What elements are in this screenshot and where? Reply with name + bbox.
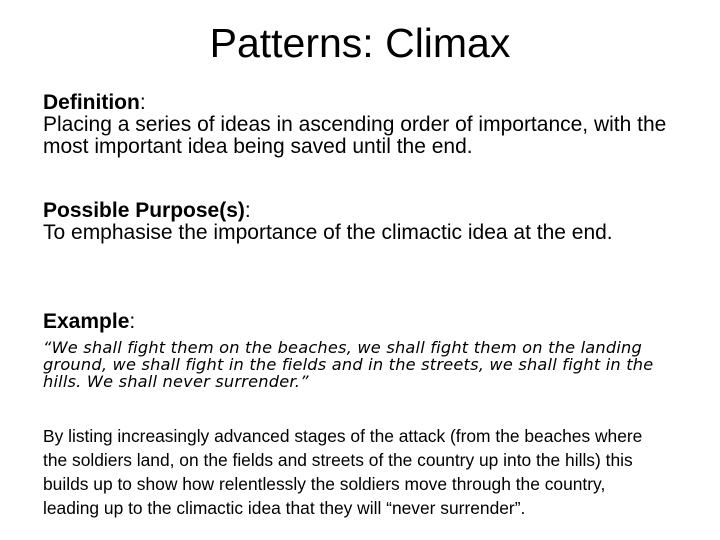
example-label: Example <box>43 310 130 333</box>
definition-text: Placing a series of ideas in ascending order of importance, with the most important idea being saved until the end. <box>43 113 667 158</box>
example-section <box>43 311 683 333</box>
slide-title: Patterns: Climax <box>209 20 511 66</box>
purpose-text: To emphasise the importance of the climactic idea at the end. <box>43 221 613 244</box>
purpose-section <box>43 200 683 244</box>
example-colon: : <box>129 310 136 333</box>
explanation-text: By listing increasingly advanced stages of the attack (from the beaches where the soldiers land, on the fields and streets of the country up into the hills) this builds up to show how relentlessly the soldiers move through the country, leading up to the climactic idea that they will “never surrender”. <box>43 426 643 518</box>
example-heading <box>43 311 683 333</box>
definition-section <box>43 92 683 158</box>
purpose-heading <box>43 200 683 222</box>
example-quote: “We shall fight them on the beaches, we shall fight them on the landing ground, we shall fight in the fields and in the streets, we shall fight in the hills. We shall never surrender.” <box>43 338 654 391</box>
definition-heading <box>43 92 683 114</box>
definition-colon: : <box>139 91 146 114</box>
purpose-colon: : <box>244 199 251 222</box>
definition-label: Definition <box>43 91 140 114</box>
purpose-label: Possible Purpose(s) <box>43 199 245 222</box>
